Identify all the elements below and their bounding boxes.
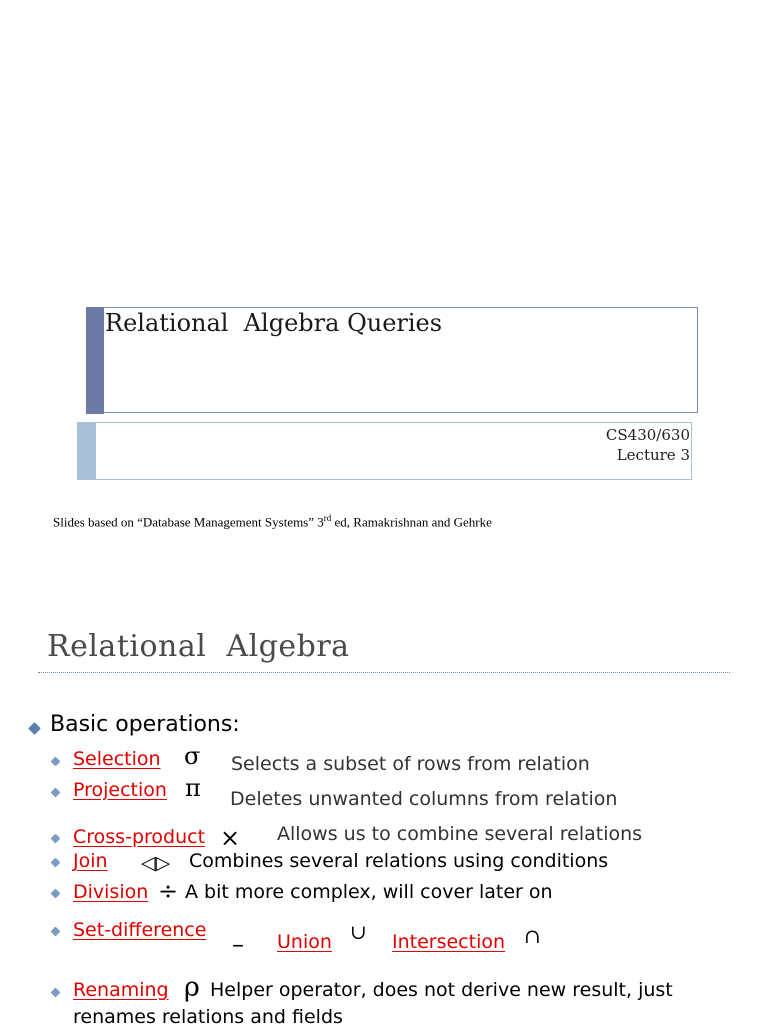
rho-symbol: ρ [184,972,200,1003]
main-bullet-text: Basic operations: [50,712,240,737]
bullet-diamond-icon [51,858,61,868]
op-selection-label: Selection [73,748,161,770]
credit-text-before: Slides based on “Database Management Systems” 3 [53,514,324,530]
lecture-number: Lecture 3 [616,446,690,464]
bullet-diamond-icon [51,988,61,998]
op-renaming-description: Helper operator, does not derive new result, just [210,979,673,1001]
op-division-label: Division [73,881,149,903]
title-accent-bar [86,307,104,414]
minus-symbol: – [232,930,244,958]
slide-title: Relational Algebra Queries [105,309,443,337]
op-division-description: A bit more complex, will cover later on [185,881,553,903]
credit-superscript: rd [323,513,332,523]
op-set-difference-label: Set-difference [73,919,207,941]
intersection-symbol: ∩ [524,924,541,948]
bullet-diamond-icon [51,788,61,798]
bullet-diamond-icon [51,889,61,899]
times-symbol: × [220,824,241,852]
course-code: CS430/630 [605,426,690,444]
credit-text-after: ed, Ramakrishnan and Gehrke [331,514,492,530]
subtitle-accent-bar [77,422,96,480]
bullet-diamond-icon [51,927,61,937]
op-renaming-label: Renaming [73,979,169,1001]
op-union-label: Union [277,931,332,953]
op-cross-product-label: Cross-product [73,826,206,848]
op-intersection-label: Intersection [392,931,506,953]
credit-line [53,513,492,530]
bowtie-join-symbol: ◁▷ [141,852,171,874]
op-join-description: Combines several relations using conditions [189,850,609,872]
subtitle-box [77,422,692,480]
op-projection-description: Deletes unwanted columns from relation [230,788,618,810]
heading-divider [38,672,730,673]
sigma-symbol: σ [184,742,201,770]
bullet-diamond-icon [51,834,61,844]
op-projection-label: Projection [73,779,167,801]
op-join-label: Join [73,850,108,872]
subtitle-lines [606,425,690,465]
union-symbol: ∪ [350,920,367,944]
divide-symbol: ÷ [158,877,179,905]
op-selection-description: Selects a subset of rows from relation [231,753,590,775]
bullet-diamond-icon [51,757,61,767]
pi-symbol: π [185,774,201,802]
op-cross-product-description: Allows us to combine several relations [277,823,643,845]
bullet-diamond-icon [28,722,41,735]
slide-heading: Relational Algebra [47,629,350,664]
op-renaming-description-continued: renames relations and fields [73,1006,343,1024]
